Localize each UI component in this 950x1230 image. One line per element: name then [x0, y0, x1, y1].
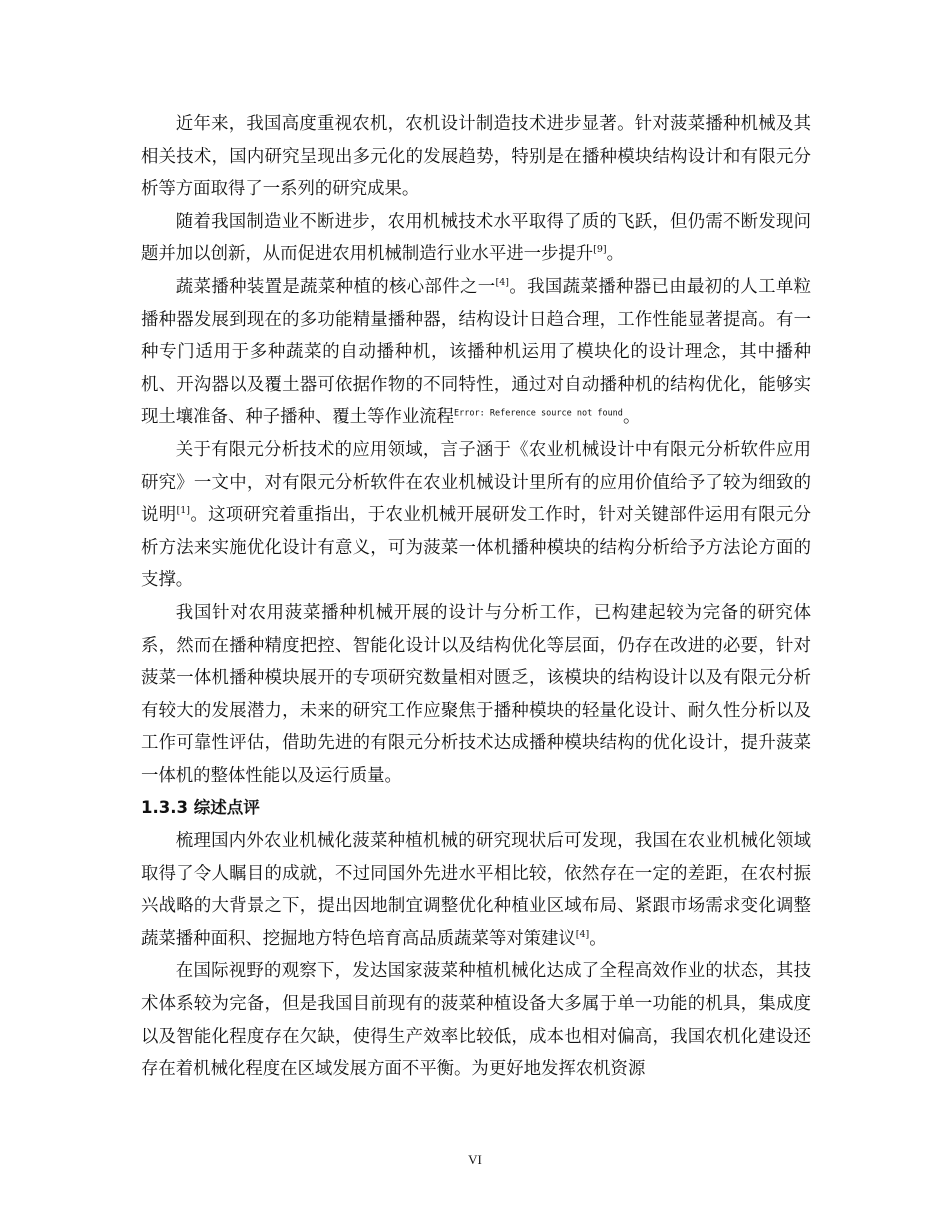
citation[interactable]: [4] — [575, 928, 590, 940]
paragraph-tail: 。这项研究着重指出，于农业机械开展研发工作时，针对关键部件运用有限元分析方法来实施优化设计有意义，可为菠菜一体机播种模块的结构分析给予方法论方面的支撑。 — [141, 505, 811, 591]
paragraph-text: 近年来，我国高度重视农机，农机设计制造技术进步显著。针对菠菜播种机械及其相关技术，国内研究呈现出多元化的发展趋势，特别是在播种模块结构设计和有限元分析等方面取得了一系列的研究成果。 — [141, 114, 811, 200]
paragraph-6 — [141, 825, 811, 955]
body-text — [141, 108, 811, 1086]
section-heading: 1.3.3 综述点评 — [141, 798, 260, 818]
citation[interactable]: [9] — [593, 244, 607, 256]
reference-error: Error: Reference source not found — [454, 408, 623, 419]
paragraph-tail: 。 — [622, 407, 641, 428]
paragraph-text: 在国际视野的观察下，发达国家菠菜种植机械化达成了全程高效作业的状态，其技术体系较为完备，但是我国目前现有的菠菜种植设备大多属于单一功能的机具，集成度以及智能化程度存在欠缺，使得生产效率比较低，成本也相对偏高，我国农机化建设还存在着机械化程度在区域发展方面不平衡。为更好地发挥农机资源 — [141, 961, 811, 1080]
paragraph-text: 关于有限元分析技术的应用领域，言子涵于《农业机械设计中有限元分析软件应用研究》一文中，对有限元分析软件在农业机械设计里所有的应用价值给予了较为细致的说明 — [141, 439, 811, 526]
paragraph-2 — [141, 206, 811, 271]
paragraph-3 — [141, 271, 811, 434]
citation[interactable]: [4] — [495, 276, 510, 288]
paragraph-text: 蔬菜播种装置是蔬菜种植的核心部件之一 — [175, 276, 496, 297]
paragraph-tail: 。 — [606, 244, 625, 265]
paragraph-4 — [141, 434, 811, 597]
citation[interactable]: [1] — [176, 505, 190, 516]
paragraph-1 — [141, 108, 811, 206]
paragraph-tail: 。我国蔬菜播种器已由最初的人工单粒播种器发展到现在的多功能精量播种器，结构设计日趋合理，工作性能显著提高。有一种专门适用于多种蔬菜的自动播种机，该播种机运用了模块化的设计理念，其中播种机、开沟器以及覆土器可依据作物的不同特性，通过对自动播种机的结构优化，能够实现土壤准备、种子播种、覆土等作业流程 — [141, 276, 811, 428]
paragraph-text: 随着我国制造业不断进步，农用机械技术水平取得了质的飞跃，但仍需不断发现问题并加以创新，从而促进农用机械制造行业水平进一步提升 — [141, 211, 811, 265]
paragraph-text: 我国针对农用菠菜播种机械开展的设计与分析工作，已构建起较为完备的研究体系，然而在播种精度把控、智能化设计以及结构优化等层面，仍存在改进的必要，针对菠菜一体机播种模块展开的专项研究数量相对匮乏，该模块的结构设计以及有限元分析有较大的发展潜力，未来的研究工作应聚焦于播种模块的轻量化设计、耐久性分析以及工作可靠性评估，借助先进的有限元分析技术达成播种模块结构的优化设计，提升菠菜一体机的整体性能以及运行质量。 — [141, 602, 811, 786]
paragraph-7 — [141, 955, 811, 1085]
paragraph-tail: 。 — [589, 928, 607, 949]
paragraph-text: 梳理国内外农业机械化菠菜种植机械的研究现状后可发现，我国在农业机械化领域取得了令人瞩目的成就，不过同国外先进水平相比较，依然存在一定的差距，在农村振兴战略的大背景之下，提出因地制宜调整优化种植业区域布局、紧跟市场需求变化调整蔬菜播种面积、挖掘地方特色培育高品质蔬菜等对策建议 — [141, 831, 811, 949]
paragraph-5 — [141, 597, 811, 793]
page-number: VI — [468, 1152, 482, 1167]
